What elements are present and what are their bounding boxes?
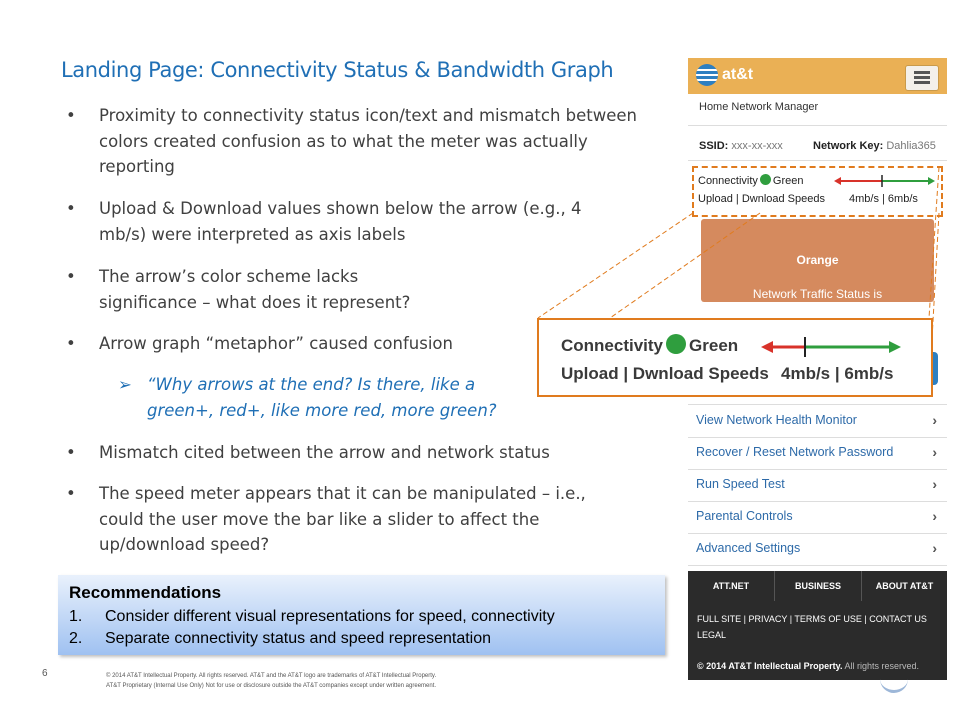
chevron-right-icon: › [932, 540, 937, 556]
callout-line [538, 213, 693, 318]
recommendation-number: 2. [69, 630, 83, 647]
bullet-text: Proximity to connectivity status icon/text and mismatch between colors created confusion as to what the meter was actually reporting [99, 106, 637, 176]
bullet-marker: • [66, 267, 76, 286]
network-key-value: Dahlia365 [886, 140, 936, 152]
status-dot-icon [666, 334, 686, 354]
legal-line: © 2014 AT&T Intellectual Property. All rights reserved. AT&T and the AT&T logo are trademarks of AT&T Intellectual Property. [106, 673, 437, 679]
app-title: Home Network Manager [699, 101, 819, 113]
bullet-text: The arrow’s color scheme lacks significance – what does it represent? [99, 267, 411, 312]
connectivity-value: Green [772, 175, 804, 187]
quote-text: “Why arrows at the end? Is there, like a green+, red+, like more red, more green? [147, 375, 497, 420]
red-arrowhead-icon [761, 341, 773, 353]
page-number: 6 [42, 668, 48, 679]
nav-item-label: Run Speed Test [696, 477, 785, 491]
zoom-speed-values: 4mb/s | 6mb/s [781, 364, 894, 383]
connectivity-label: Connectivity [561, 336, 664, 355]
bullet-marker: • [66, 484, 76, 503]
ssid-label: SSID: [699, 140, 729, 152]
speed-label: Upload | Dwnload Speeds [698, 193, 825, 205]
legal-line: AT&T Proprietary (Internal Use Only) Not for use or disclosure outside the AT&T companies except under written agreement. [106, 683, 437, 689]
nav-item-label: Recover / Reset Network Password [696, 445, 894, 459]
zoom-speed-arrow-meter [761, 336, 901, 358]
speed-values: 4mb/s | 6mb/s [849, 193, 918, 205]
arrow-bullet-icon: ➢ [118, 375, 132, 394]
nav-item-label: View Network Health Monitor [696, 413, 857, 427]
recommendations-title: Recommendations [69, 583, 222, 602]
bullet-text: The speed meter appears that it can be manipulated – i.e., could the user move the bar like a slider to affect the up/download speed? [99, 484, 586, 554]
nav-item-label: Advanced Settings [696, 541, 801, 555]
chevron-right-icon: › [932, 508, 937, 524]
recommendation-text: Consider different visual representations for speed, connectivity [105, 608, 555, 625]
footer-links-row[interactable]: FULL SITE | PRIVACY | TERMS OF USE | CONTACT US [697, 614, 927, 624]
footer-tab-business[interactable]: BUSINESS [794, 581, 841, 591]
footer-copyright: © 2014 AT&T Intellectual Property. All rights reserved. [697, 661, 920, 671]
bullet-text: Arrow graph “metaphor” caused confusion [99, 334, 453, 353]
bullet-marker: • [66, 443, 76, 462]
zoom-speed-label: Upload | Dwnload Speeds [561, 364, 769, 383]
ssid-value: xxx-xx-xxx [731, 140, 783, 152]
highlight-box [692, 166, 943, 217]
chevron-right-icon: › [932, 412, 937, 428]
network-key-label: Network Key: [813, 140, 884, 152]
footer-tab-att-net[interactable]: ATT.NET [712, 581, 750, 591]
recommendation-text: Separate connectivity status and speed representation [105, 630, 492, 647]
bullet-marker: • [66, 106, 76, 125]
footer-legal-link[interactable]: LEGAL [697, 630, 727, 640]
chevron-right-icon: › [932, 444, 937, 460]
callout-line [610, 213, 760, 318]
bullet-marker: • [66, 199, 76, 218]
nav-item-label: Parental Controls [696, 509, 793, 523]
recommendation-number: 1. [69, 608, 83, 625]
bullet-text: Mismatch cited between the arrow and network status [99, 443, 550, 462]
slide-title: Landing Page: Connectivity Status & Bandwidth Graph [61, 58, 614, 82]
bullet-text: Upload & Download values shown below the arrow (e.g., 4 mb/s) were interpreted as axis labels [99, 199, 582, 244]
brand-name: at&t [722, 66, 754, 83]
chevron-right-icon: › [932, 476, 937, 492]
traffic-status-text: Network Traffic Status is Orange [752, 253, 883, 301]
connectivity-label: Connectivity [698, 175, 758, 187]
zoom-connectivity-row [561, 334, 738, 356]
bullet-marker: • [66, 334, 76, 353]
green-arrowhead-icon [889, 341, 901, 353]
zoomed-callout [537, 318, 933, 397]
footer-tab-about[interactable]: ABOUT AT&T [875, 581, 934, 591]
connectivity-value: Green [689, 336, 739, 355]
